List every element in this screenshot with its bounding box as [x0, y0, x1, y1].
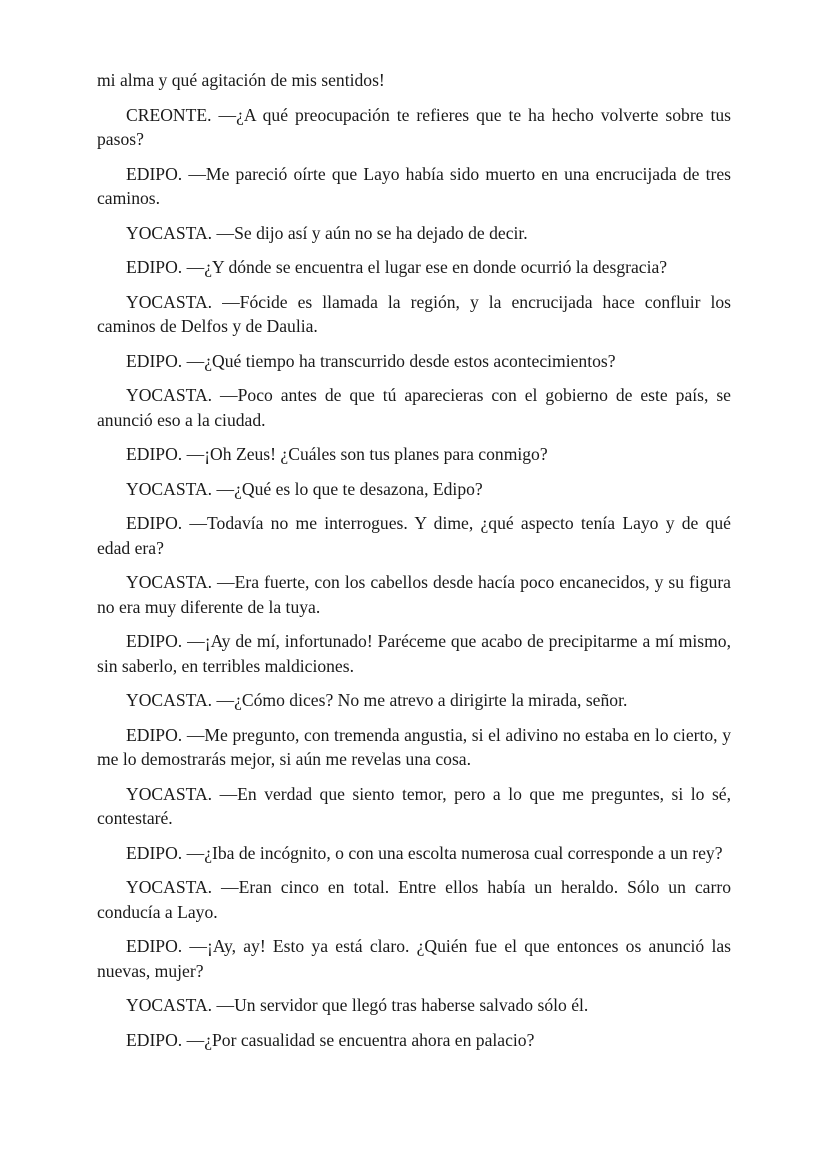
dialogue-line: EDIPO. —¿Por casualidad se encuentra ahora en palacio? [126, 1029, 535, 1050]
dialogue-line: YOCASTA. —Era fuerte, con los cabellos desde hacía poco encanecidos, y su figura no era muy diferente de la tuya. [97, 572, 731, 617]
dialogue-line: EDIPO. —¡Ay de mí, infortunado! Paréceme que acabo de precipitarme a mí mismo, sin saberlo, en terribles maldiciones. [97, 631, 731, 676]
dialogue-line: YOCASTA. —Se dijo así y aún no se ha dejado de decir. [126, 222, 528, 243]
dialogue-line: YOCASTA. —Un servidor que llegó tras haberse salvado sólo él. [126, 995, 589, 1015]
dialogue-line: EDIPO. —Me pregunto, con tremenda angustia, si el adivino no estaba en lo cierto, y me lo demostrarás mejor, si aún me revelas una cosa. [97, 724, 731, 769]
dialogue-line: EDIPO. —Me pareció oírte que Layo había sido muerto en una encrucijada de tres caminos. [97, 163, 731, 208]
document-page [97, 68, 731, 1062]
dialogue-line: EDIPO. —¿Qué tiempo ha transcurrido desde estos acontecimientos? [126, 350, 616, 371]
dialogue-line: CREONTE. —¿A qué preocupación te refieres que te ha hecho volverte sobre tus pasos? [97, 104, 731, 149]
dialogue-line: EDIPO. —¿Y dónde se encuentra el lugar ese en donde ocurrió la desgracia? [126, 257, 668, 277]
dialogue-line: EDIPO. —Todavía no me interrogues. Y dime, ¿qué aspecto tenía Layo y de qué edad era? [97, 513, 731, 558]
dialogue-line: YOCASTA. —¿Cómo dices? No me atrevo a dirigirte la mirada, señor. [126, 690, 628, 710]
dialogue-line: YOCASTA. —Fócide es llamada la región, y la encrucijada hace confluir los caminos de Delfos y de Daulia. [97, 291, 731, 336]
dialogue-line: YOCASTA. —En verdad que siento temor, pero a lo que me preguntes, si lo sé, contestaré. [97, 783, 731, 828]
dialogue-line: EDIPO. —¡Oh Zeus! ¿Cuáles son tus planes para conmigo? [126, 444, 548, 464]
dialogue-line: EDIPO. —¡Ay, ay! Esto ya está claro. ¿Quién fue el que entonces os anunció las nuevas, mujer? [97, 936, 731, 981]
dialogue-line: YOCASTA. —Poco antes de que tú aparecieras con el gobierno de este país, se anunció eso a la ciudad. [97, 385, 731, 430]
dialogue-line: EDIPO. —¿Iba de incógnito, o con una escolta numerosa cual corresponde a un rey? [126, 842, 723, 863]
dialogue-line: YOCASTA. —¿Qué es lo que te desazona, Edipo? [126, 478, 483, 499]
dialogue-line: YOCASTA. —Eran cinco en total. Entre ellos había un heraldo. Sólo un carro conducía a Layo. [97, 877, 731, 922]
paragraph-continuation: mi alma y qué agitación de mis sentidos! [97, 70, 385, 90]
